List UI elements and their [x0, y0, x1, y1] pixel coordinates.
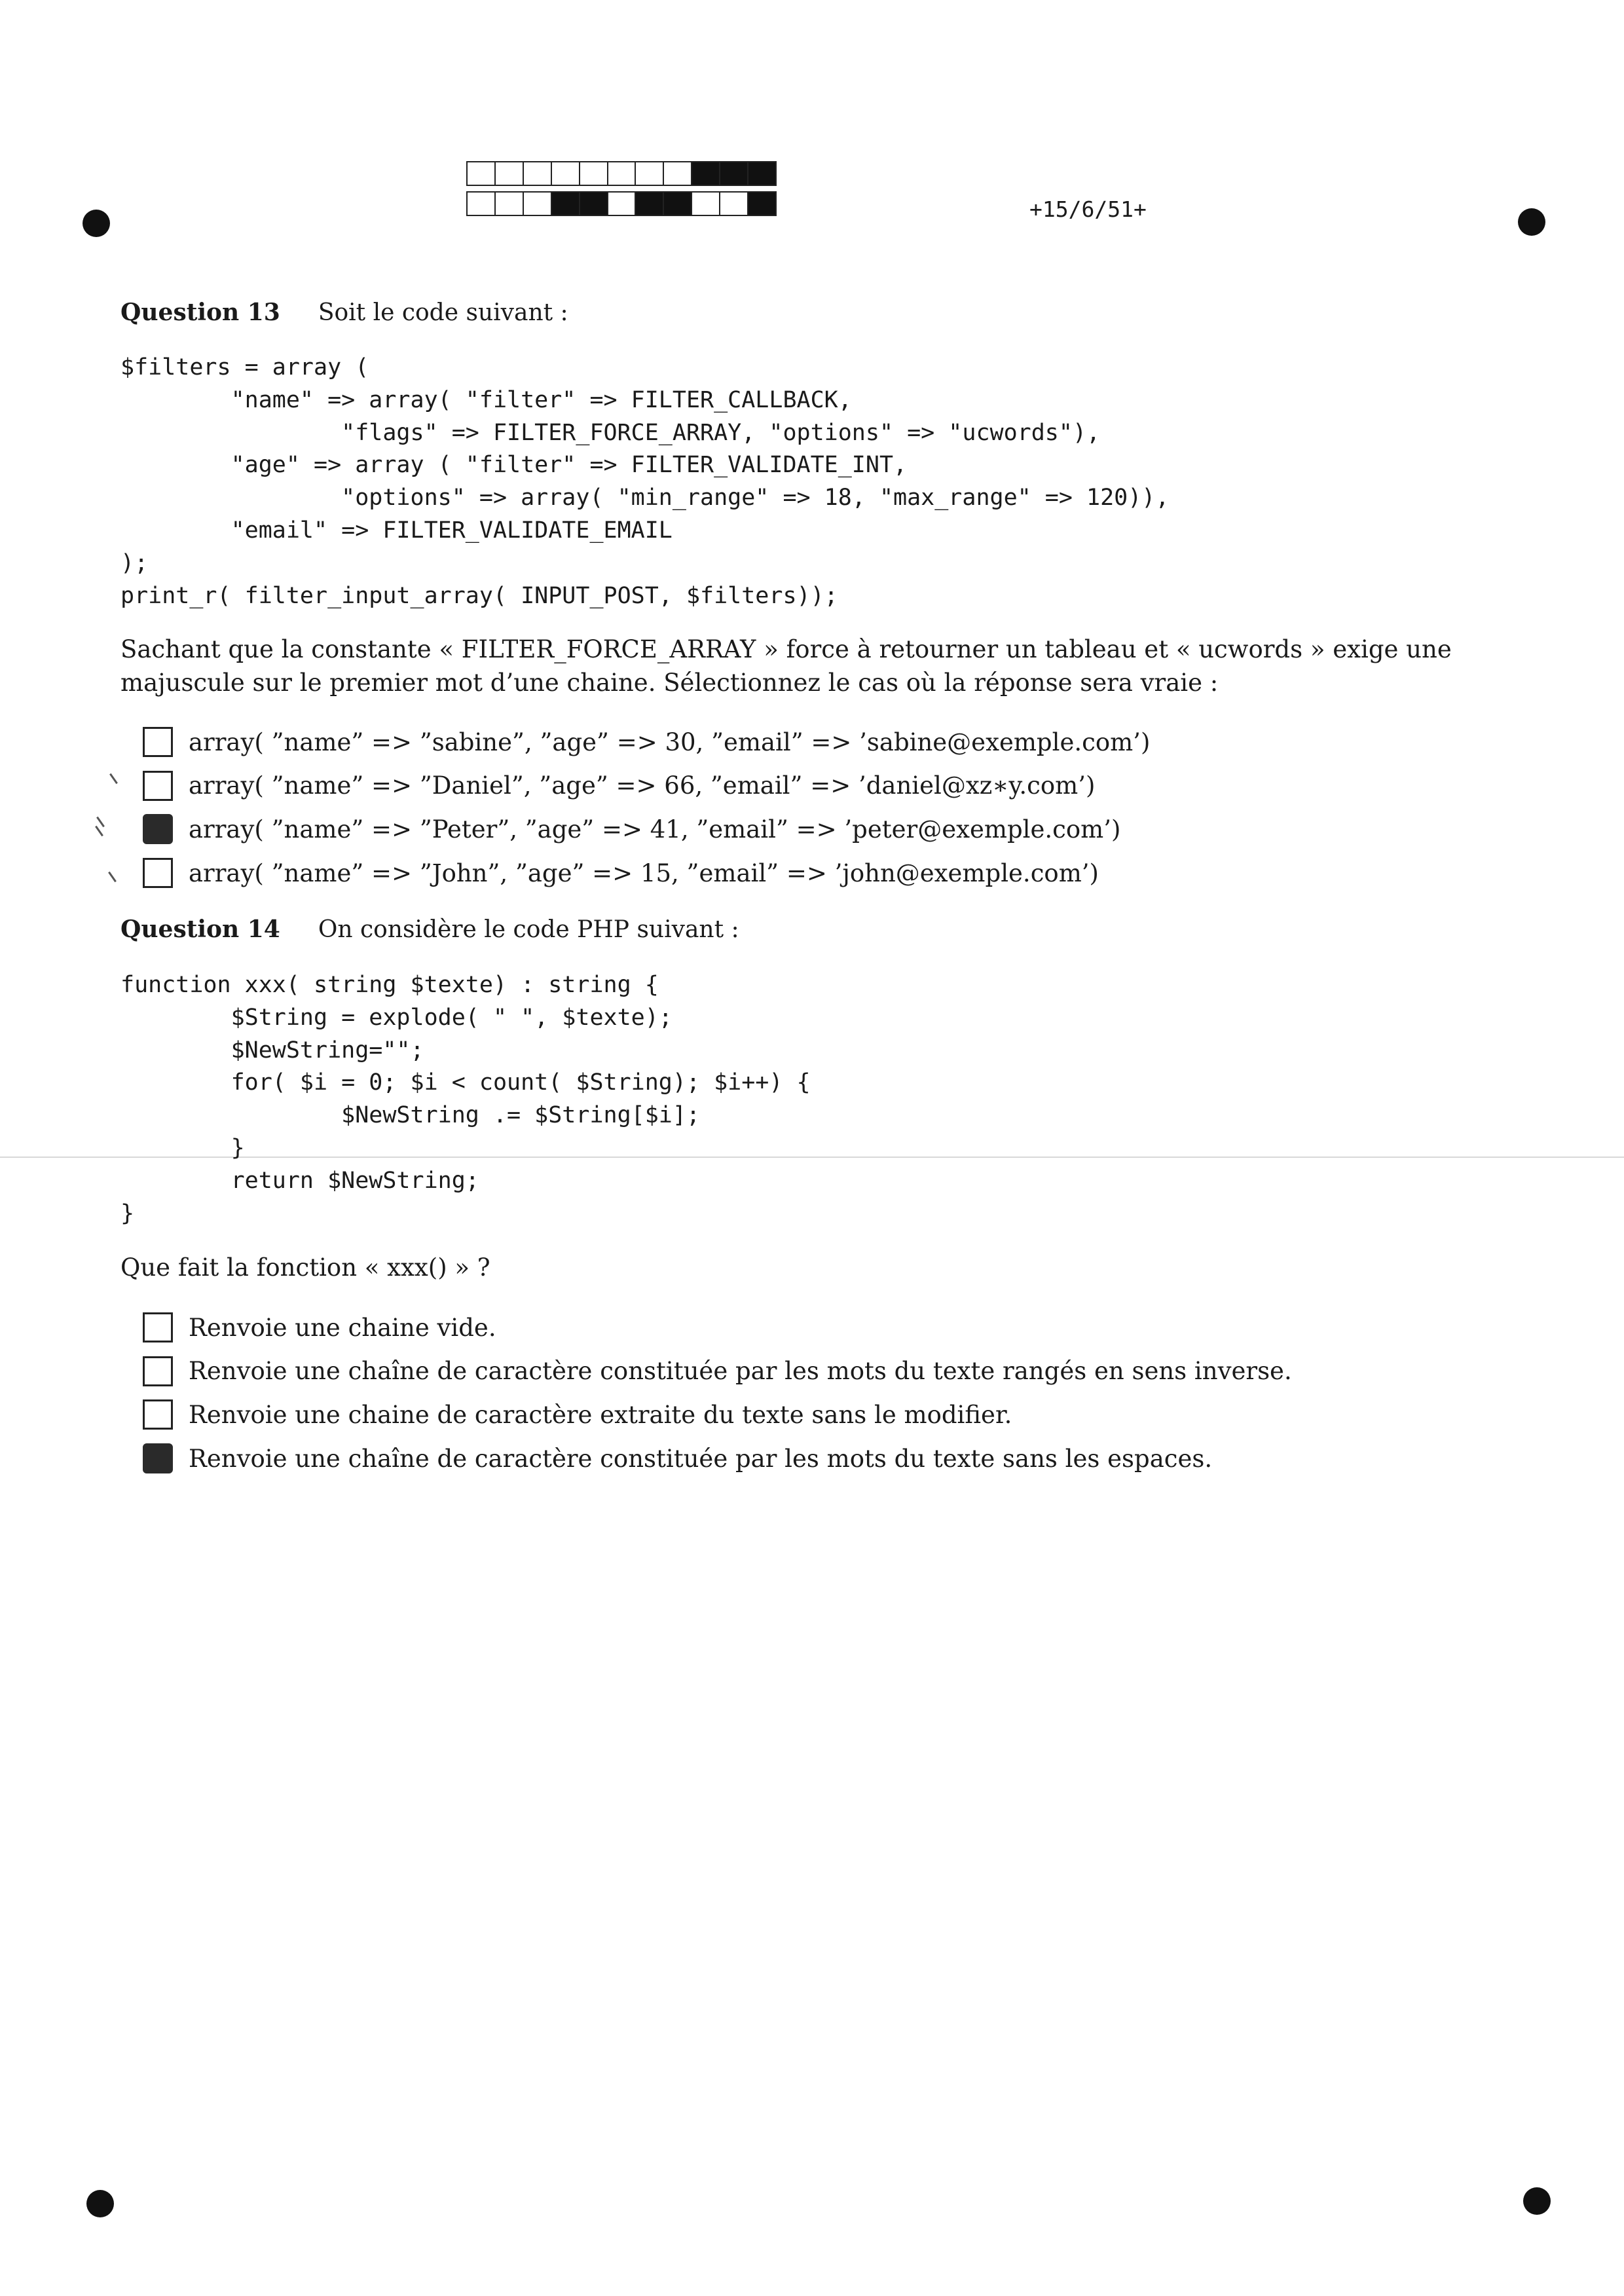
- barcode-row: [466, 191, 775, 216]
- question-label: Question 13: [120, 299, 280, 326]
- stray-pen-mark: [95, 826, 103, 836]
- barcode-cell: [663, 191, 692, 216]
- stray-pen-mark: [109, 773, 118, 784]
- barcode-cell: [691, 191, 720, 216]
- answer-label: Renvoie une chaîne de caractère constituée par les mots du texte rangés en sens inverse.: [189, 1357, 1292, 1386]
- corner-registration-mark: [1523, 2187, 1551, 2215]
- barcode-cell: [719, 161, 748, 186]
- barcode-cell: [579, 161, 608, 186]
- barcode-cell: [663, 161, 692, 186]
- answer-choice[interactable]: [143, 1306, 1292, 1350]
- question-intro: Soit le code suivant :: [318, 299, 568, 326]
- barcode-cell: [551, 161, 580, 186]
- answer-checkbox[interactable]: [143, 1399, 173, 1430]
- barcode-cell: [607, 161, 637, 186]
- answer-choice[interactable]: [143, 1393, 1292, 1437]
- answer-checkbox[interactable]: [143, 771, 173, 801]
- answer-choice[interactable]: [143, 1350, 1292, 1394]
- answer-label: array( ”name” => ”John”, ”age” => 15, ”email” => ’john@exemple.com’): [189, 859, 1099, 887]
- page-identifier: +15/6/51+: [1029, 196, 1147, 222]
- question-intro: On considère le code PHP suivant :: [318, 916, 739, 943]
- barcode-cell: [494, 161, 524, 186]
- answer-label: array( ”name” => ”Daniel”, ”age” => 66, ”email” => ’daniel@xz∗y.com’): [189, 771, 1096, 800]
- barcode-cell: [607, 191, 637, 216]
- answer-checkbox[interactable]: [143, 814, 173, 844]
- answer-checkbox[interactable]: [143, 858, 173, 888]
- barcode-cell: [635, 191, 664, 216]
- answer-label: Renvoie une chaîne de caractère constituée par les mots du texte sans les espaces.: [189, 1444, 1213, 1473]
- answer-label: array( ”name” => ”sabine”, ”age” => 30, ”email” => ’sabine@exemple.com’): [189, 728, 1151, 756]
- answer-checkbox[interactable]: [143, 1443, 173, 1473]
- barcode-cell: [719, 191, 748, 216]
- answer-choices: [143, 720, 1150, 895]
- answer-label: array( ”name” => ”Peter”, ”age” => 41, ”email” => ’peter@exemple.com’): [189, 815, 1121, 843]
- stray-pen-mark: [96, 817, 105, 827]
- barcode-cell: [523, 191, 552, 216]
- corner-registration-mark: [83, 210, 110, 237]
- question-text: Sachant que la constante « FILTER_FORCE_ARRAY » force à retourner un tableau et « ucwords » exige une majuscule sur le premier mot d’une chaine. Sélectionnez le cas où la réponse sera vraie :: [120, 635, 1452, 697]
- barcode-cell: [747, 161, 777, 186]
- barcode-cell: [551, 191, 580, 216]
- code-block: function xxx( string $texte) : string { $String = explode( " ", $texte); $NewString=""; for( $i = 0; $i < count( $String); $i++) { $NewString .= $String[$i]; } return $NewString; }: [120, 972, 811, 1227]
- barcode-cell: [494, 191, 524, 216]
- answer-choices: [143, 1306, 1292, 1480]
- barcode-cell: [747, 191, 777, 216]
- question-label: Question 14: [120, 916, 280, 943]
- corner-registration-mark: [86, 2190, 114, 2217]
- barcode-cell: [579, 191, 608, 216]
- question-13-header: [120, 299, 568, 326]
- answer-checkbox[interactable]: [143, 727, 173, 757]
- barcode-row: [466, 161, 775, 186]
- barcode-cell: [466, 161, 496, 186]
- barcode-cell: [466, 191, 496, 216]
- stray-pen-mark: [108, 872, 117, 882]
- barcode-cell: [691, 161, 720, 186]
- barcode-cell: [635, 161, 664, 186]
- answer-choice[interactable]: [143, 1437, 1292, 1481]
- answer-checkbox[interactable]: [143, 1356, 173, 1386]
- answer-choice[interactable]: [143, 851, 1150, 895]
- barcode-cell: [523, 161, 552, 186]
- question-text: Que fait la fonction « xxx() » ?: [120, 1253, 490, 1282]
- question-14-header: [120, 916, 739, 943]
- answer-choice[interactable]: [143, 807, 1150, 851]
- answer-label: Renvoie une chaine vide.: [189, 1313, 496, 1342]
- answer-choice[interactable]: [143, 764, 1150, 808]
- answer-label: Renvoie une chaine de caractère extraite du texte sans le modifier.: [189, 1400, 1012, 1429]
- page-id-barcode: [466, 161, 775, 221]
- corner-registration-mark: [1518, 208, 1545, 236]
- code-block: $filters = array ( "name" => array( "filter" => FILTER_CALLBACK, "flags" => FILTER_FORCE_ARRAY, "options" => "ucwords"), "age" => array ( "filter" => FILTER_VALIDATE_INT, "options" => array( "min_range" => 18, "max_range" => 120)), "email" => FILTER_VALIDATE_EMAIL ); print_r( filter_input_array( INPUT_POST, $filters));: [120, 354, 1170, 609]
- answer-choice[interactable]: [143, 720, 1150, 764]
- answer-checkbox[interactable]: [143, 1312, 173, 1342]
